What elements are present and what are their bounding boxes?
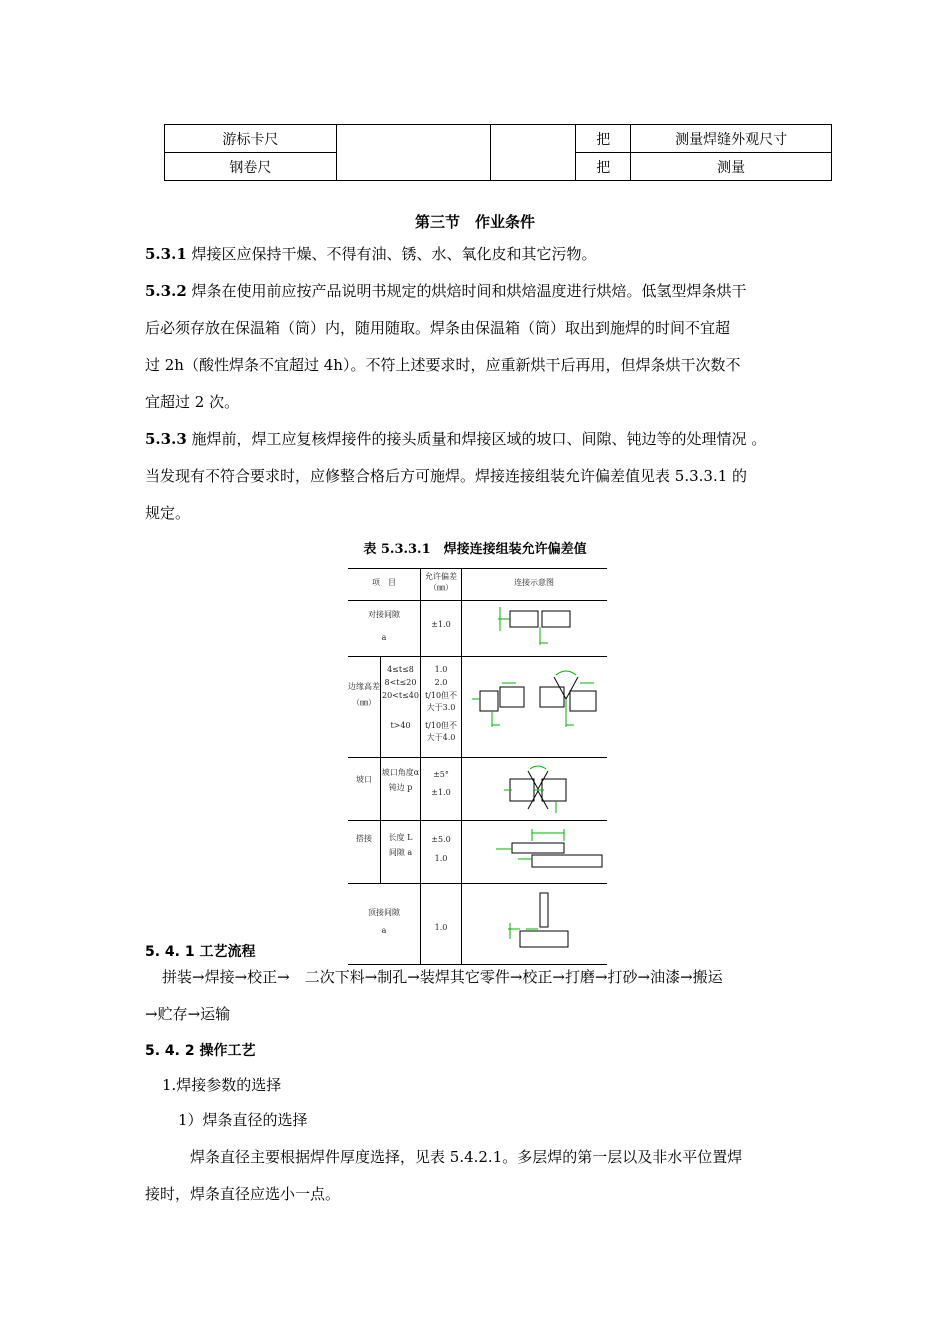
edge-condition: 20<t≤40 bbox=[382, 691, 419, 700]
clause-number: 5.3.3 bbox=[145, 430, 187, 448]
paragraph-5-3-3-line bbox=[145, 430, 766, 448]
clause-text: 焊条在使用前应按产品说明书规定的烘焙时间和烘焙温度进行烘焙。低氢型焊条烘干 bbox=[191, 282, 747, 300]
lap-joint-diagram-icon bbox=[488, 823, 604, 875]
paragraph-5-3-1 bbox=[145, 245, 597, 263]
tolerance-figure-table bbox=[348, 568, 607, 965]
groove-diagram-icon bbox=[498, 761, 578, 817]
groove-condition: 坡口角度α bbox=[381, 768, 420, 777]
edge-tolerance: t/10但不大于3.0 bbox=[424, 691, 458, 712]
header-item: 项 目 bbox=[372, 578, 396, 587]
paragraph-5-3-2-line bbox=[145, 282, 747, 300]
groove-tolerance: ±5° bbox=[433, 770, 449, 779]
paragraph-5-3-2-line: 过 2h（酸性焊条不宜超过 4h）。不符上述要求时，应重新烘干后再用，但焊条烘干次数不 bbox=[145, 356, 741, 374]
groove-condition: 钝边 p bbox=[388, 783, 413, 792]
tools-table bbox=[164, 124, 832, 181]
paragraph-5-3-2-line: 宜超过 2 次。 bbox=[145, 393, 240, 411]
paragraph-5-3-3-line: 当发现有不符合要求时，应修整合格后方可施焊。焊接连接组装允许偏差值见表 5.3.3.1 的 bbox=[145, 467, 748, 485]
col-divider bbox=[461, 569, 462, 964]
butt-joint-diagram-icon bbox=[488, 605, 578, 651]
process-flow-line: 拼装→焊接→校正→ 二次下料→制孔→装焊其它零件→校正→打磨→打砂→油漆→搬运 bbox=[162, 968, 723, 986]
groove-tolerance: ±1.0 bbox=[431, 788, 451, 797]
clause-text: 焊接区应保持干燥、不得有油、锈、水、氧化皮和其它污物。 bbox=[191, 245, 597, 263]
clause-number: 5.3.2 bbox=[145, 282, 187, 300]
heading-5-4-1: 5. 4. 1 工艺流程 bbox=[145, 944, 256, 960]
clause-number: 5.3.1 bbox=[145, 245, 187, 263]
lap-condition: 长度 L bbox=[388, 833, 413, 842]
tool-unit: 把 bbox=[576, 153, 631, 181]
list-item: 1）焊条直径的选择 bbox=[178, 1111, 308, 1129]
body-line: 接时，焊条直径应选小一点。 bbox=[145, 1185, 341, 1203]
tee-gap-tolerance: 1.0 bbox=[434, 923, 448, 932]
edge-height-group: 边缘高差（㎜） bbox=[348, 682, 380, 707]
groove-group: 坡口 bbox=[356, 775, 372, 784]
edge-condition: t>40 bbox=[390, 721, 411, 730]
row-divider bbox=[348, 883, 607, 884]
butt-gap-label: 对接间隙 bbox=[368, 610, 400, 619]
list-item: 1.焊接参数的选择 bbox=[162, 1076, 282, 1094]
tool-name: 钢卷尺 bbox=[165, 153, 337, 181]
process-flow-line: →贮存→运输 bbox=[145, 1005, 231, 1023]
header-diagram: 连接示意图 bbox=[514, 578, 554, 587]
tee-gap-symbol: a bbox=[381, 926, 387, 935]
tool-name: 游标卡尺 bbox=[165, 125, 337, 153]
tool-use: 测量焊缝外观尺寸 bbox=[631, 125, 832, 153]
tee-joint-diagram-icon bbox=[498, 889, 578, 959]
body-line: 焊条直径主要根据焊件厚度选择，见表 5.4.2.1。多层焊的第一层以及非水平位置焊 bbox=[190, 1148, 743, 1166]
lap-tolerance: ±5.0 bbox=[431, 835, 451, 844]
table-row bbox=[165, 125, 832, 153]
lap-condition: 间隙 a bbox=[388, 848, 413, 857]
butt-gap-tolerance: ±1.0 bbox=[431, 620, 451, 629]
row-divider bbox=[348, 820, 607, 821]
row-divider bbox=[348, 600, 607, 601]
paragraph-5-3-3-line: 规定。 bbox=[145, 504, 191, 522]
empty-cell bbox=[336, 125, 491, 181]
row-divider bbox=[348, 757, 607, 758]
tool-unit: 把 bbox=[576, 125, 631, 153]
section-title: 第三节 作业条件 bbox=[414, 213, 535, 231]
empty-cell bbox=[491, 125, 576, 181]
edge-condition: 8<t≤20 bbox=[384, 678, 417, 687]
clause-text: 施焊前，焊工应复核焊接件的接头质量和焊接区域的坡口、间隙、钝边等的处理情况 。 bbox=[191, 430, 767, 448]
edge-tolerance: 2.0 bbox=[434, 678, 448, 687]
tee-gap-label: 顶接间隙 bbox=[368, 908, 400, 917]
edge-condition: 4≤t≤8 bbox=[387, 665, 414, 674]
edge-offset-diagram-icon bbox=[468, 665, 602, 745]
edge-tolerance: 1.0 bbox=[434, 665, 448, 674]
row-divider bbox=[348, 656, 607, 657]
figure-caption: 表 5.3.3.1 焊接连接组装允许偏差值 bbox=[363, 542, 587, 557]
header-tolerance: 允许偏差（㎜） bbox=[425, 572, 457, 592]
lap-group: 搭接 bbox=[356, 834, 372, 843]
heading-5-4-2: 5. 4. 2 操作工艺 bbox=[145, 1043, 256, 1059]
edge-tolerance: t/10但不大于4.0 bbox=[424, 721, 458, 742]
butt-gap-symbol: a bbox=[381, 633, 387, 642]
paragraph-5-3-2-line: 后必须存放在保温箱（筒）内，随用随取。焊条由保温箱（筒）取出到施焊的时间不宜超 bbox=[145, 319, 731, 337]
lap-tolerance: 1.0 bbox=[434, 854, 448, 863]
tool-use: 测量 bbox=[631, 153, 832, 181]
